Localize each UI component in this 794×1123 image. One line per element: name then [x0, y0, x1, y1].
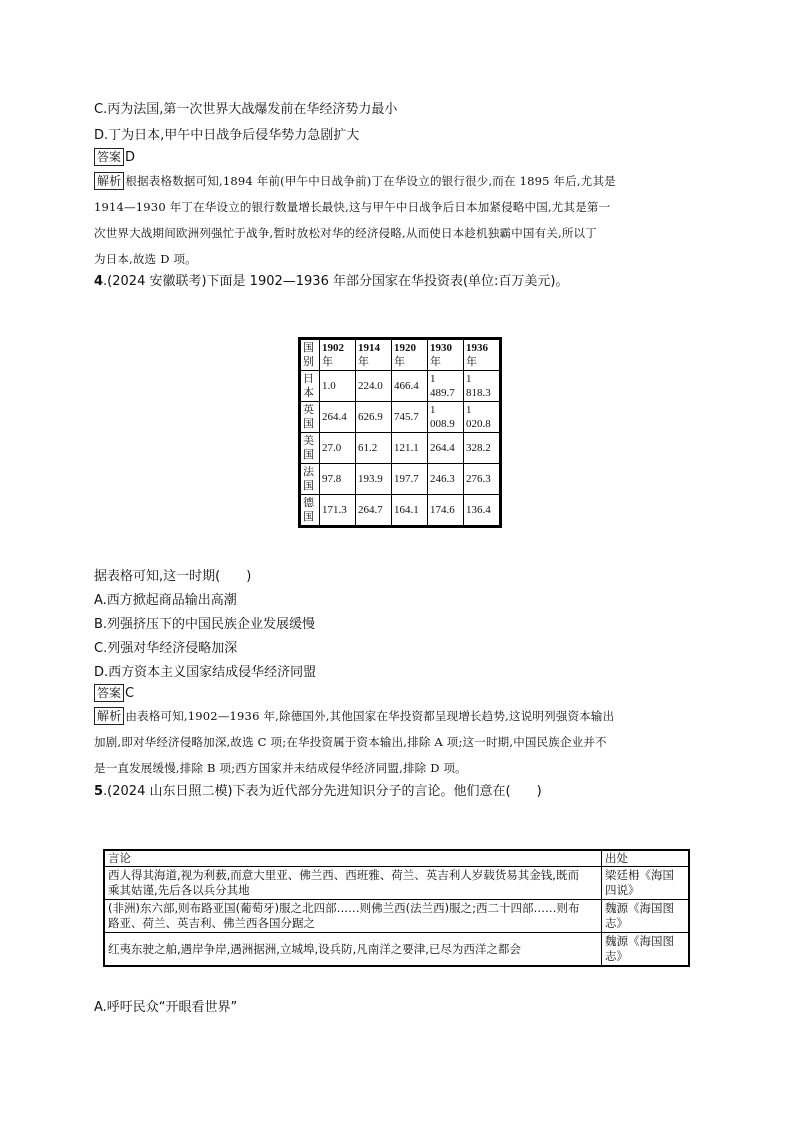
table-row [300, 371, 501, 402]
value-cell: 136.4 [464, 495, 501, 527]
quotes-table [103, 849, 690, 967]
value-cell: 264.7 [356, 495, 392, 527]
value-cell: 745.7 [392, 402, 428, 433]
table-row [104, 900, 689, 933]
option-a-q5: A.呼吁民众“开眼看世界” [94, 1000, 238, 1015]
answer-label: 答案 [94, 684, 124, 702]
question-number: 4 [94, 274, 104, 289]
year-header: 1930 年 [428, 339, 464, 371]
question-text-q4: 据表格可知,这一时期( ) [94, 569, 252, 584]
year-header: 1914 年 [356, 339, 392, 371]
table-row [300, 495, 501, 527]
table-row [104, 933, 689, 967]
country-cell: 日 本 [300, 371, 320, 402]
value-cell: 1 489.7 [428, 371, 464, 402]
year-header: 1936 年 [464, 339, 501, 371]
corner-cell: 国 别 [300, 339, 320, 371]
source-cell: 梁廷枏《海国 四说》 [602, 867, 690, 900]
quote-cell: (非洲)东六部,则布路亚国(葡萄牙)服之北四部……则佛兰西(法兰西)服之;西二十四部……则布 路亚、荷兰、英吉利、佛兰西各国分踞之 [104, 900, 602, 933]
country-cell: 法 国 [300, 464, 320, 495]
country-cell: 德 国 [300, 495, 320, 527]
table-row [300, 402, 501, 433]
country-cell: 美 国 [300, 433, 320, 464]
explanation-line: 加剧,即对华经济侵略加深,故选 C 项;在华投资属于资本输出,排除 A 项;这一时期,中国民族企业并不 [94, 735, 607, 749]
explanation-q4 [94, 703, 702, 781]
value-cell: 276.3 [464, 464, 501, 495]
question-stem-q4: 4.(2024 安徽联考)下面是 1902—1936 年部分国家在华投资表(单位:百万美元)。 [94, 274, 569, 289]
explanation-line: 解析 根据表格数据可知,1894 年前(甲午中日战争前)丁在华设立的银行很少,而在 1895 年后,尤其是 [94, 168, 702, 194]
option-c-prev: C.丙为法国,第一次世界大战爆发前在华经济势力最小 [94, 102, 398, 117]
answer-label: 答案 [94, 148, 124, 166]
value-cell: 1 020.8 [464, 402, 501, 433]
value-cell: 626.9 [356, 402, 392, 433]
value-cell: 264.4 [428, 433, 464, 464]
explanation-line: 为日本,故选 D 项。 [94, 252, 197, 266]
option-d-prev: D.丁为日本,甲午中日战争后侵华势力急剧扩大 [94, 128, 360, 143]
header-quote: 言论 [104, 850, 602, 867]
value-cell: 27.0 [320, 433, 356, 464]
value-cell: 164.1 [392, 495, 428, 527]
explanation-line: 解析 由表格可知,1902—1936 年,除德国外,其他国家在华投资都呈现增长趋势,这说明列强资本输出 [94, 703, 702, 729]
source-cell: 魏源《海国图 志》 [602, 900, 690, 933]
value-cell: 61.2 [356, 433, 392, 464]
explanation-label: 解析 [94, 172, 124, 190]
table-row [300, 464, 501, 495]
value-cell: 1.0 [320, 371, 356, 402]
value-cell: 174.6 [428, 495, 464, 527]
explanation-line: 1914—1930 年丁在华设立的银行数量增长最快,这与甲午中日战争后日本加紧侵略中国,尤其是第一 [94, 200, 611, 214]
value-cell: 97.8 [320, 464, 356, 495]
value-cell: 1 008.9 [428, 402, 464, 433]
value-cell: 466.4 [392, 371, 428, 402]
table-header-row [104, 850, 689, 867]
source-cell: 魏源《海国图 志》 [602, 933, 690, 967]
option-d: D.西方资本主义国家结成侵华经济同盟 [94, 665, 317, 680]
value-cell: 264.4 [320, 402, 356, 433]
answer-value: C [125, 686, 135, 701]
option-a: A.西方掀起商品输出高潮 [94, 593, 237, 608]
table-row [300, 433, 501, 464]
value-cell: 328.2 [464, 433, 501, 464]
answer-row-q4 [94, 684, 134, 702]
answer-value: D [125, 150, 136, 165]
value-cell: 171.3 [320, 495, 356, 527]
option-c: C.列强对华经济侵略加深 [94, 641, 238, 656]
investment-table [298, 337, 502, 528]
question-number: 5 [94, 784, 104, 799]
value-cell: 121.1 [392, 433, 428, 464]
explanation-q3 [94, 168, 702, 272]
explanation-line: 次世界大战期间欧洲列强忙于战争,暂时放松对华的经济侵略,从而使日本趁机独霸中国有关,所以丁 [94, 226, 597, 240]
year-header: 1920 年 [392, 339, 428, 371]
value-cell: 246.3 [428, 464, 464, 495]
quote-cell: 西人得其海道,视为利薮,而意大里亚、佛兰西、西班雅、荷兰、英吉利人岁载货易其金钱,既而 乘其姑谨,先后各以兵分其地 [104, 867, 602, 900]
quote-cell: 红夷东驶之舶,遇岸争岸,遇洲据洲,立城埠,设兵防,凡南洋之要津,已尽为西洋之都会 [104, 933, 602, 967]
option-b: B.列强挤压下的中国民族企业发展缓慢 [94, 617, 316, 632]
value-cell: 193.9 [356, 464, 392, 495]
year-header: 1902 年 [320, 339, 356, 371]
table-row [104, 867, 689, 900]
country-cell: 英 国 [300, 402, 320, 433]
value-cell: 1 818.3 [464, 371, 501, 402]
value-cell: 224.0 [356, 371, 392, 402]
explanation-line: 是一直发展缓慢,排除 B 项;西方国家并未结成侵华经济同盟,排除 D 项。 [94, 761, 467, 775]
question-stem-q5: 5.(2024 山东日照二模)下表为近代部分先进知识分子的言论。他们意在( ) [94, 784, 542, 799]
header-source: 出处 [602, 850, 690, 867]
value-cell: 197.7 [392, 464, 428, 495]
answer-row-q3 [94, 148, 135, 166]
table-header-row [300, 339, 501, 371]
explanation-label: 解析 [94, 707, 124, 725]
